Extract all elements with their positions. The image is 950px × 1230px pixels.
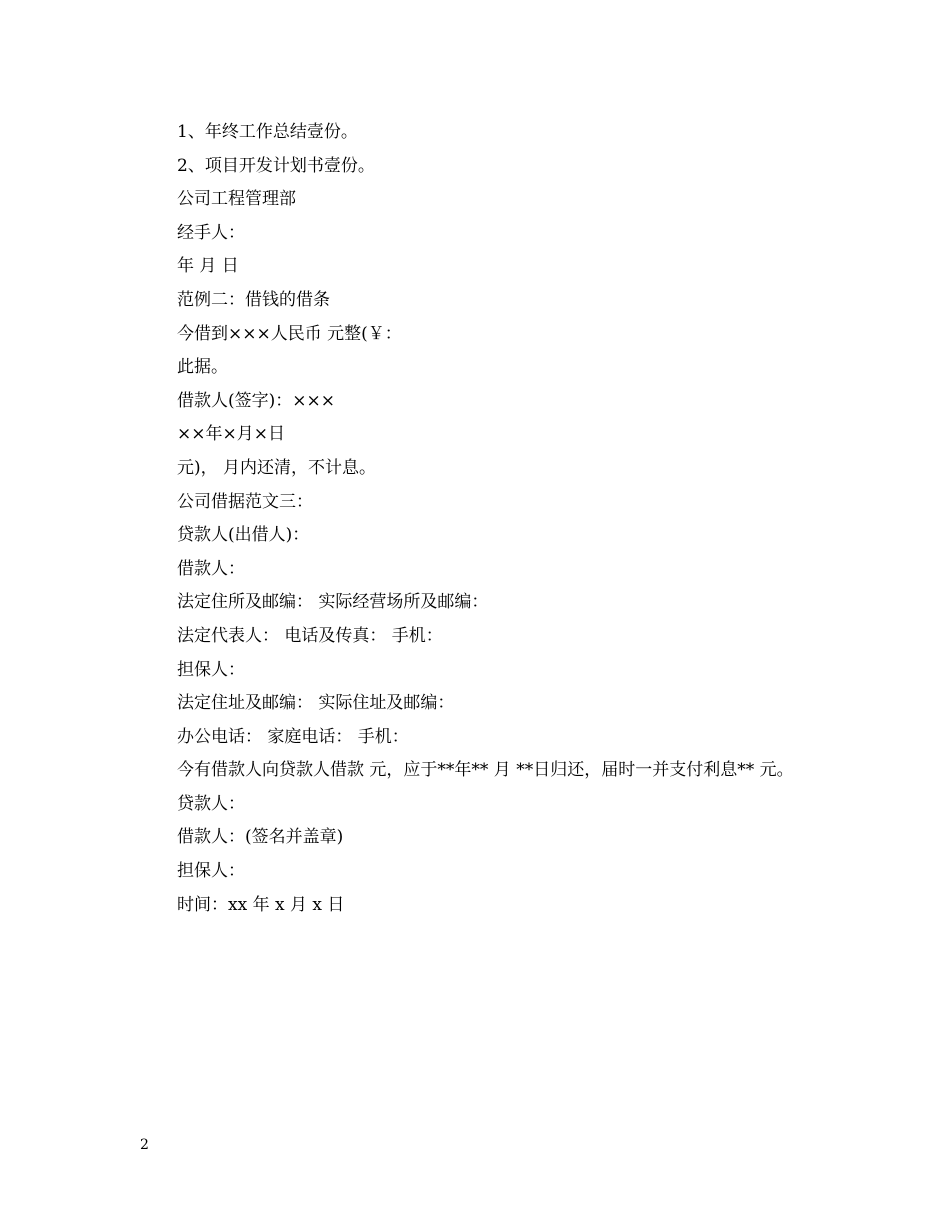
signature-date-line: ××年×月×日 <box>177 424 285 445</box>
repayment-term-line: 元)， 月内还清，不计息。 <box>177 457 377 478</box>
example-three-heading: 公司借据范文三： <box>177 491 313 512</box>
handler-line: 经手人： <box>177 222 245 243</box>
closing-borrower-line: 借款人：(签名并盖章) <box>177 827 344 848</box>
date-line: 年 月 日 <box>177 256 239 277</box>
example-two-heading: 范例二：借钱的借条 <box>177 289 330 310</box>
lender-line: 贷款人(出借人)： <box>177 525 310 546</box>
attachment-line-1: 1、年终工作总结壹份。 <box>177 122 358 142</box>
receipt-line: 此据。 <box>177 357 228 378</box>
department-line: 公司工程管理部 <box>177 189 296 210</box>
borrower-signature-line: 借款人(签字)：××× <box>177 390 335 411</box>
legal-representative-line: 法定代表人： 电话及传真： 手机： <box>177 625 443 646</box>
borrow-statement-line: 今借到×××人民币 元整(￥： <box>177 323 402 344</box>
document-body <box>140 116 820 922</box>
attachment-line-2: 2、项目开发计划书壹份。 <box>177 155 375 176</box>
closing-time-line: 时间：xx 年 x 月 x 日 <box>177 894 345 915</box>
guarantor-address-line: 法定住址及邮编： 实际住址及邮编： <box>177 693 455 714</box>
loan-terms-paragraph: 今有借款人向贷款人借款 元，应于**年** 月 **日归还，届时一并支付利息** 元。 <box>177 760 794 781</box>
borrower-line: 借款人： <box>177 558 245 579</box>
closing-lender-line: 贷款人： <box>177 793 245 814</box>
guarantor-line: 担保人： <box>177 659 245 680</box>
closing-guarantor-line: 担保人： <box>177 861 245 882</box>
legal-address-line: 法定住所及邮编： 实际经营场所及邮编： <box>177 592 489 613</box>
phone-line: 办公电话： 家庭电话： 手机： <box>177 726 409 747</box>
page-number: 2 <box>140 1137 149 1153</box>
